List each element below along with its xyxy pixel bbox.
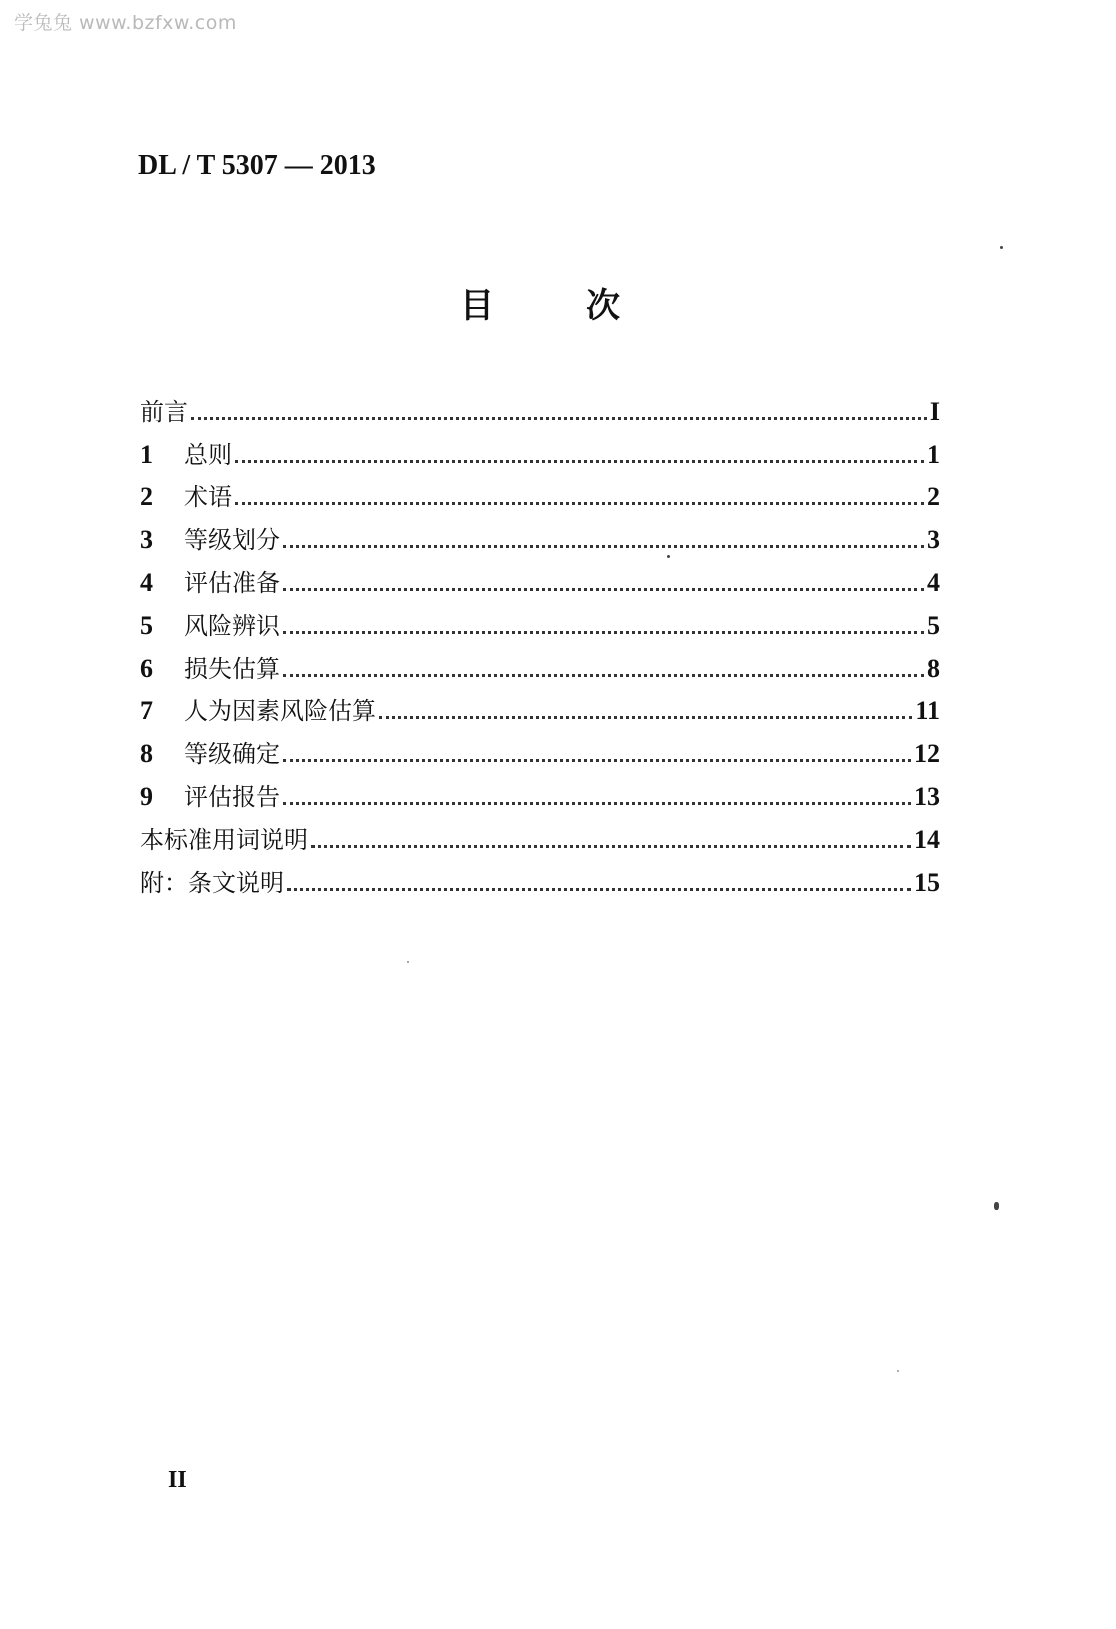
toc-entry-number: 4 [140,567,153,597]
toc-leader-dots [379,715,912,719]
toc-entry-label: 附：条文说明 [140,868,284,897]
toc-leader-dots [283,673,924,677]
toc-entry[interactable] [140,384,940,427]
toc-entry-label: 术语 [184,483,232,512]
toc-entry-page: I [929,396,940,426]
toc-leader-dots [311,844,911,848]
toc-entry-label: 评估准备 [184,568,280,597]
toc-entry[interactable] [140,855,940,898]
toc-leader-dots [235,501,924,505]
toc-entry-page: 13 [914,781,940,811]
toc-leader-dots [191,416,927,420]
toc-entry-number: 6 [140,653,153,683]
toc-leader-dots [287,887,911,891]
toc-entry-label: 等级确定 [184,740,280,769]
toc-entry[interactable] [140,512,940,555]
toc-title: 目次 [460,286,712,326]
toc-leader-dots [283,587,924,591]
toc-entry[interactable] [140,769,940,812]
toc-entry-label: 损失估算 [184,654,280,683]
page-number: II [168,1467,187,1493]
toc-entry-page: 14 [914,824,940,854]
toc-entry-label: 等级划分 [184,526,280,555]
scan-speck [407,961,409,963]
toc-entry-page: 15 [914,867,940,897]
scan-speck [897,1370,899,1372]
toc-leader-dots [283,630,924,634]
toc-entry-number: 1 [140,439,153,469]
toc-entry[interactable] [140,598,940,641]
toc-entry-page: 12 [914,739,940,769]
toc-entry-number: 7 [140,696,153,726]
toc-leader-dots [283,758,911,762]
toc-entry-page: 8 [927,653,940,683]
scan-speck [994,1202,999,1210]
toc-entry-number: 2 [140,482,153,512]
toc-entry-page: 11 [915,696,940,726]
toc-entry-label: 人为因素风险估算 [184,697,376,726]
watermark: 学兔兔 www.bzfxw.com [14,12,237,34]
toc-entry[interactable] [140,427,940,470]
document-code: DL / T 5307 — 2013 [138,150,376,181]
toc-entry-label: 前言 [140,397,188,426]
toc-entry-number: 8 [140,739,153,769]
toc-leader-dots [283,801,911,805]
toc-entry-page: 1 [927,439,940,469]
toc-entry-page: 5 [927,610,940,640]
toc-leader-dots [235,459,924,463]
toc-entry-page: 2 [927,482,940,512]
toc-entry-label: 风险辨识 [184,611,280,640]
toc-entry-page: 4 [927,567,940,597]
toc-leader-dots [283,544,924,548]
toc-entry-page: 3 [927,525,940,555]
toc-entry[interactable] [140,555,940,598]
toc-entry[interactable] [140,641,940,684]
toc-entry-label: 本标准用词说明 [140,825,308,854]
toc-entry[interactable] [140,684,940,727]
toc-entry-number: 5 [140,610,153,640]
toc-entry[interactable] [140,470,940,513]
toc-entry-number: 9 [140,781,153,811]
toc-entry[interactable] [140,726,940,769]
toc-entry-label: 总则 [184,440,232,469]
toc-entry-number: 3 [140,525,153,555]
toc-entry-label: 评估报告 [184,782,280,811]
scan-speck [667,555,670,558]
toc-entry[interactable] [140,812,940,855]
table-of-contents [140,384,940,898]
scan-speck [1000,246,1003,249]
